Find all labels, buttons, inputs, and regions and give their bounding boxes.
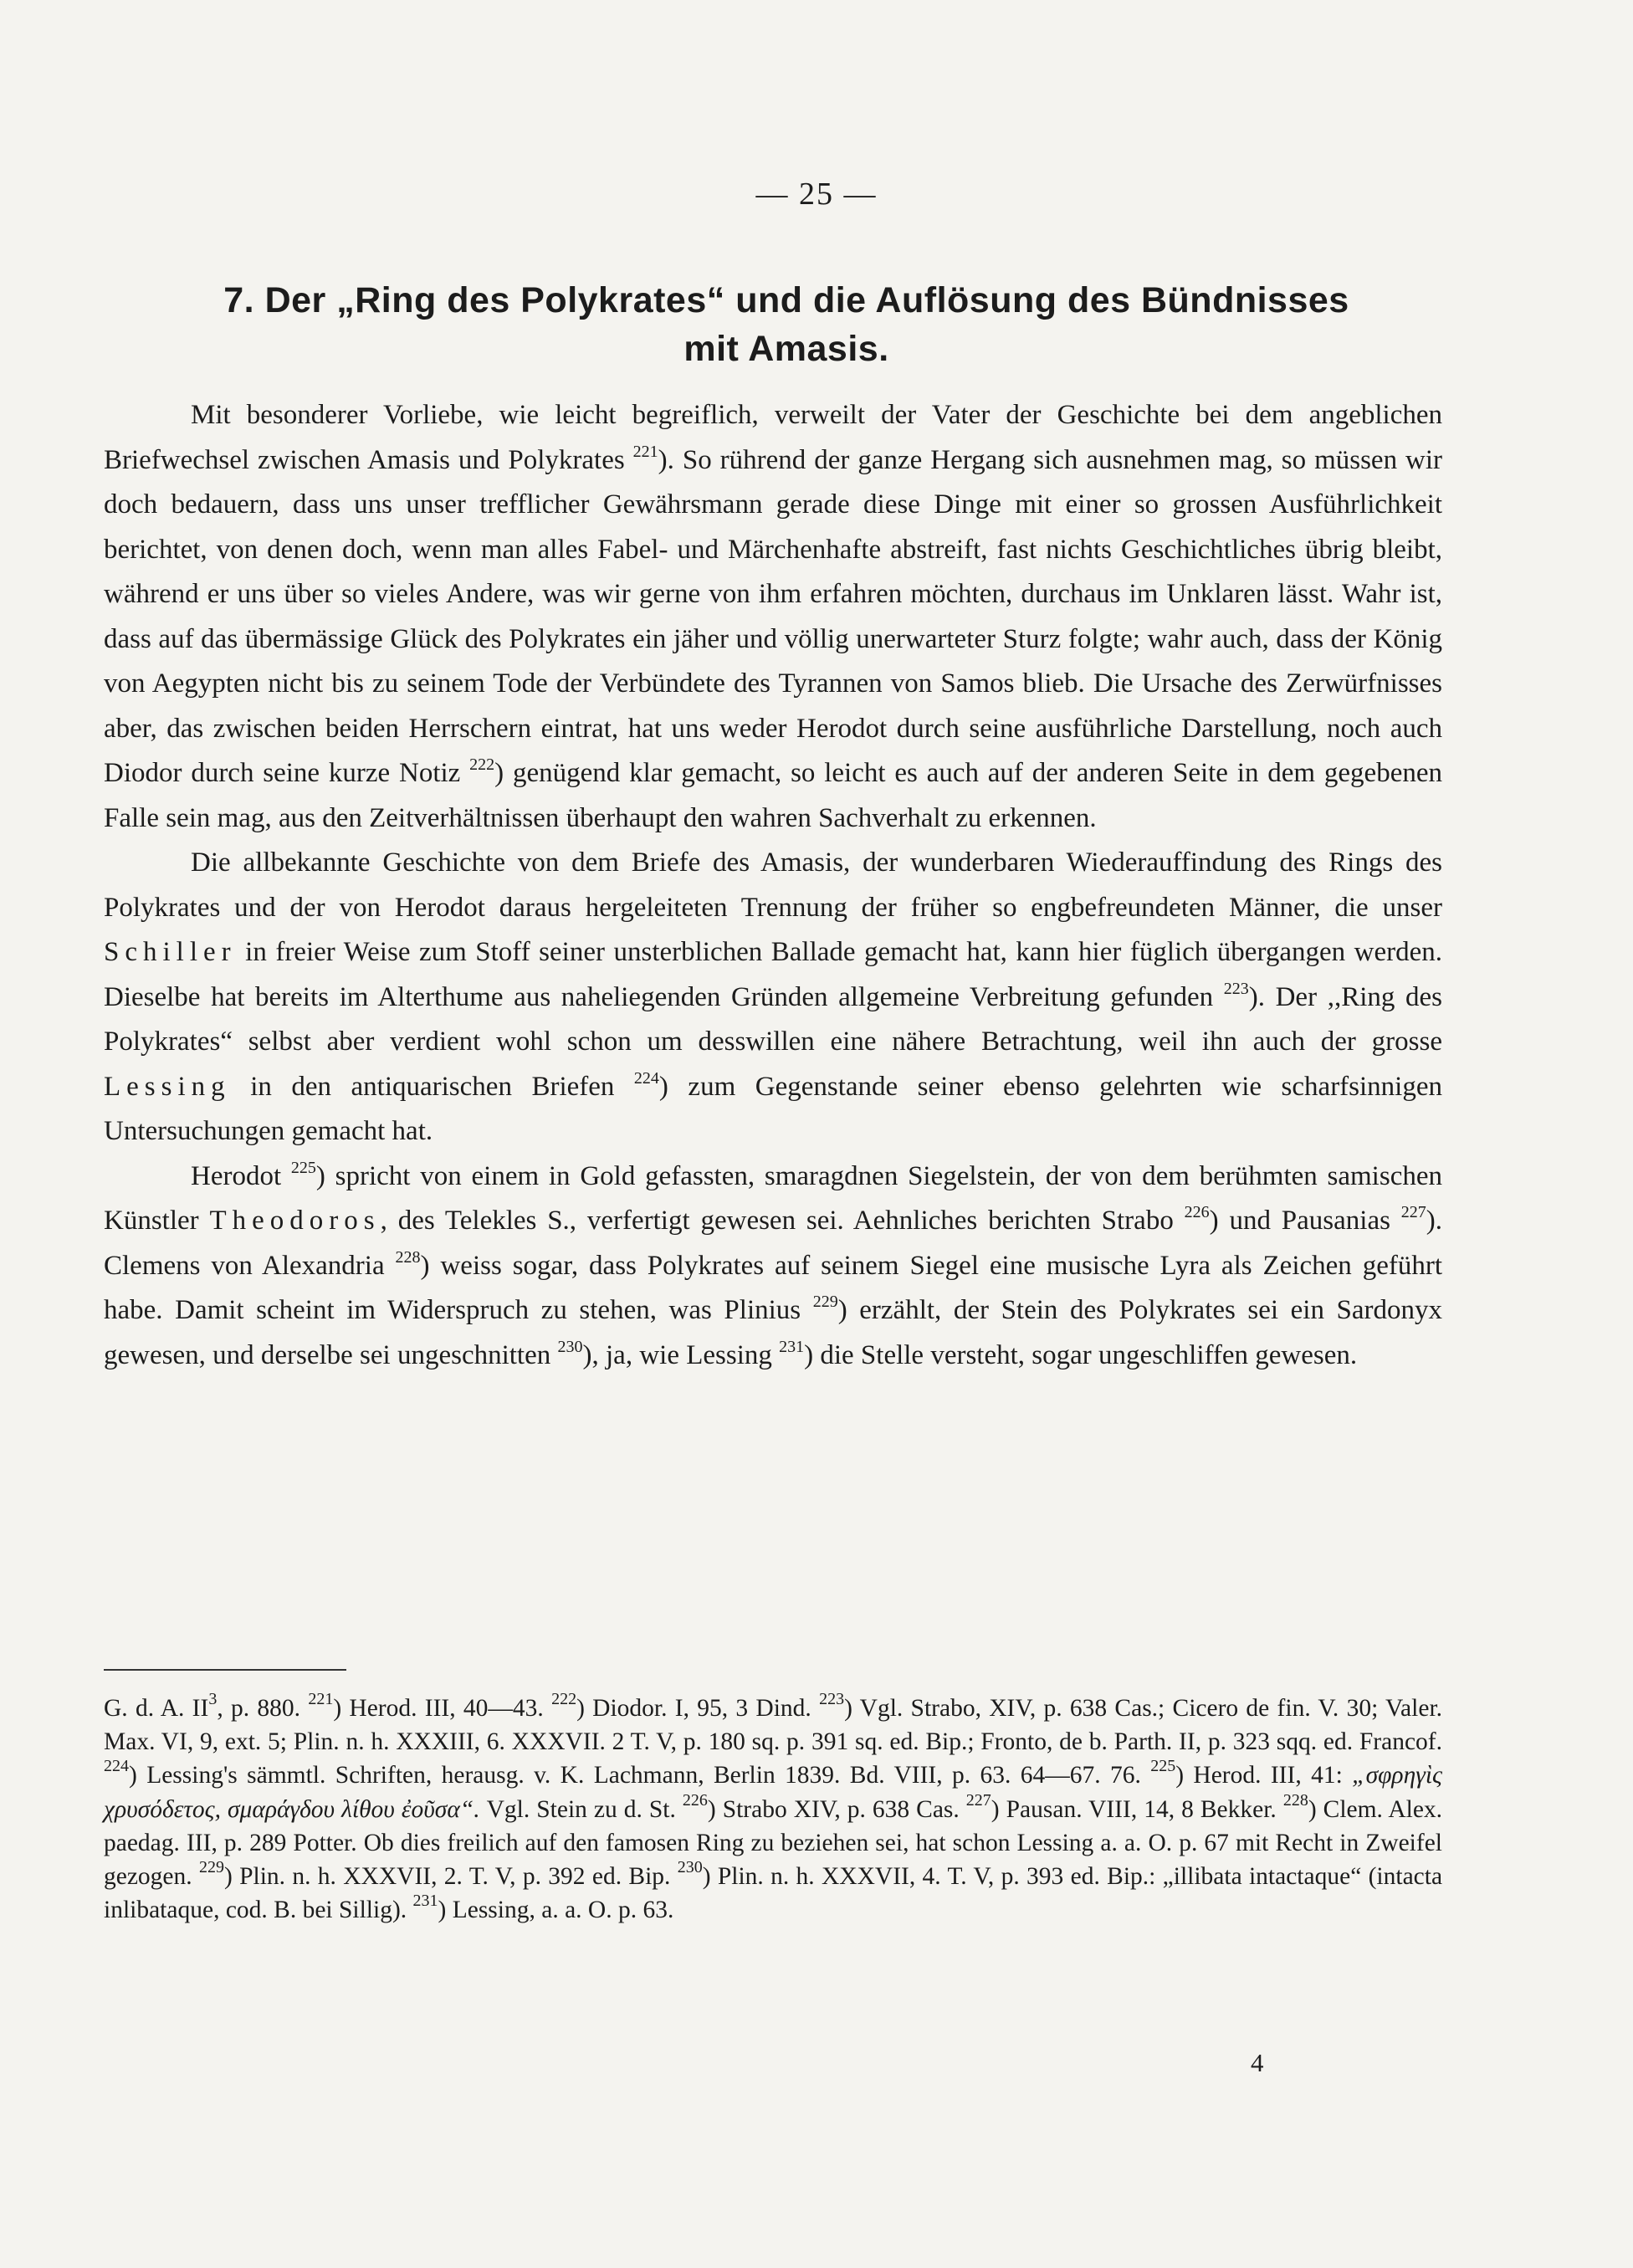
footnote-ref: 228 bbox=[395, 1247, 421, 1267]
footnote-number: 221 bbox=[308, 1690, 334, 1708]
footnote-number: 230 bbox=[677, 1858, 703, 1877]
footnote-number: 228 bbox=[1282, 1790, 1308, 1810]
body-text bbox=[104, 393, 1442, 1378]
footnote-ref: 230 bbox=[557, 1337, 583, 1356]
heading-line-2: mit Amasis. bbox=[683, 329, 889, 369]
footnote-number: 222 bbox=[551, 1690, 577, 1708]
footnote-number: 225 bbox=[1150, 1757, 1176, 1776]
footnote-ref: 222 bbox=[469, 755, 495, 774]
footnote-number: 223 bbox=[819, 1690, 845, 1708]
footnotes: G. d. A. $II^3$, p. 880. $^{221}$) Herod. III, 40—43. $^{222}$) Diodor. I, 95, 3 Dind. $^{223}$) Vgl. Strabo, XIV, p. 638 Cas.; Cicero de fin. V. 30; Valer. Max. VI, 9, ext. 5; Plin. n. h. XXXIII, 6. XXXVII. 2 T. V, p. 180 sq. p. 391 sq. ed. Bip.; Fronto, de b. Parth. II, p. 323 sqq. ed. Francof. $^{224}$) Lessing's sämmtl. Schriften, herausg. v. K. Lachmann, Berlin 1839. Bd. VIII, p. 63. 64—67. 76. $^{225}$) Herod. III, 41: „σφρηγὶς χρυσόδετος, σμαράγδου λίθου ἐοῦσα“. Vgl. Stein zu d. St. $^{226}$) Strabo XIV, p. 638 Cas. $^{227}$) Pausan. VIII, 14, 8 Bekker. $^{228}$) Clem. Alex. paedag. III, p. 289 Potter. Ob dies freilich auf den famosen Ring zu beziehen sei, hat schon Lessing a. a. O. p. 67 mit Recht in Zweifel gezogen. $^{229}$) Plin. n. h. XXXVII, 2. T. V, p. 392 ed. Bip. $^{230}$) Plin. n. h. XXXVII, 4. T. V, p. 393 ed. Bip.: „illibata intactaque“ (intacta inlibataque, cod. B. bei Sillig). $^{231}$) Lessing, a. a. O. p. 63. bbox=[104, 1690, 1443, 1924]
section-heading bbox=[125, 276, 1447, 373]
greek-quote: „σφρηγὶς χρυσόδετος, σμαράγδου λίθου ἐοῦσα“. bbox=[104, 1762, 1443, 1823]
footnote-ref: 224 bbox=[633, 1068, 659, 1088]
heading-line-1: 7. Der „Ring des Polykrates“ und die Auflösung des Bündnisses bbox=[223, 280, 1349, 320]
paragraph-1: Mit besonderer Vorliebe, wie leicht begreiflich, verweilt der Vater der Geschichte bei dem angeblichen Briefwechsel zwischen Amasis und Polykrates $^{221}$). So rührend der ganze Hergang sich ausnehmen mag, so müssen wir doch bedauern, dass uns unser trefflicher Gewährsmann gerade diese Dinge mit einer so grossen Ausführlichkeit berichtet, von denen doch, wenn man alles Fabel- und Märchenhafte abstreift, fast nichts Geschichtliches übrig bleibt, während er uns über so vieles Andere, was wir gerne von ihm erfahren möchten, durchaus im Unklaren lässt. Wahr ist, dass auf das übermässige Glück des Polykrates ein jäher und völlig unerwarteter Sturz folgte; wahr auch, dass der König von Aegypten nicht bis zu seinem Tode der Verbündete des Tyrannen von Samos blieb. Die Ursache des Zerwürfnisses aber, das zwischen beiden Herrschern eintrat, hat uns weder Herodot durch seine ausführliche Darstellung, noch auch Diodor durch seine kurze Notiz $^{222}$) genügend klar gemacht, so leicht es auch auf der anderen Seite in dem gegebenen Falle sein mag, aus den Zeitverhältnissen überhaupt den wahren Sachverhalt zu erkennen. bbox=[104, 400, 1443, 833]
paragraph-2: Die allbekannte Geschichte von dem Briefe des Amasis, der wunderbaren Wiederauffindung des Rings des Polykrates und der von Herodot daraus hergeleiteten Trennung der früher so engbefreundeten Männer, die unser Schiller in freier Weise zum Stoff seiner unsterblichen Ballade gemacht hat, kann hier füglich übergangen werden. Dieselbe hat bereits im Alterthume aus naheliegenden Gründen allgemeine Verbreitung gefunden $^{223}$). Der ,,Ring des Polykrates“ selbst aber verdient wohl schon um desswillen eine nähere Betrachtung, weil ihn auch der grosse Lessing in den antiquarischen Briefen $^{224}$) zum Gegenstande seiner ebenso gelehrten wie scharfsinnigen Untersuchungen gemacht hat. bbox=[104, 847, 1442, 1146]
footnote-number: 229 bbox=[198, 1858, 224, 1877]
paragraph-3: Herodot $^{225}$) spricht von einem in Gold gefassten, smaragdnen Siegelstein, der von dem berühmten samischen Künstler Theodoros, des Telekles S., verfertigt gewesen sei. Aehnliches berichten Strabo $^{226}$) und Pausanias $^{227}$). Clemens von Alexandria $^{228}$) weiss sogar, dass Polykrates auf seinem Siegel eine musische Lyra als Zeichen geführt habe. Damit scheint im Widerspruch zu stehen, was Plinius $^{229}$) erzählt, der Stein des Polykrates sei ein Sardonyx gewesen, und derselbe sei ungeschnitten $^{230}$), ja, wie Lessing $^{231}$) die Stelle versteht, sogar ungeschliffen gewesen. bbox=[104, 1158, 1443, 1370]
signature-mark: 4 bbox=[1251, 2048, 1264, 2077]
footnote-number: 226 bbox=[682, 1790, 708, 1810]
footnote-ref: 223 bbox=[1223, 979, 1249, 998]
name-theodoros: Theodoros bbox=[209, 1206, 381, 1236]
footnote-number: 224 bbox=[104, 1757, 129, 1776]
footnote-number: 231 bbox=[412, 1892, 438, 1911]
name-lessing: Lessing bbox=[104, 1071, 231, 1102]
footnote-ref: 227 bbox=[1400, 1203, 1426, 1221]
footnote-divider bbox=[104, 1669, 346, 1671]
page-number: — 25 — bbox=[755, 177, 878, 212]
footnote-ref: 225 bbox=[290, 1158, 316, 1177]
footnote-ref: 229 bbox=[812, 1293, 838, 1311]
footnote-ref: 226 bbox=[1184, 1203, 1210, 1221]
footnote-number: 227 bbox=[965, 1790, 991, 1810]
name-schiller: Schiller bbox=[104, 937, 237, 967]
footnote-ref: 231 bbox=[779, 1337, 805, 1356]
footnote-ref: 221 bbox=[632, 442, 658, 461]
